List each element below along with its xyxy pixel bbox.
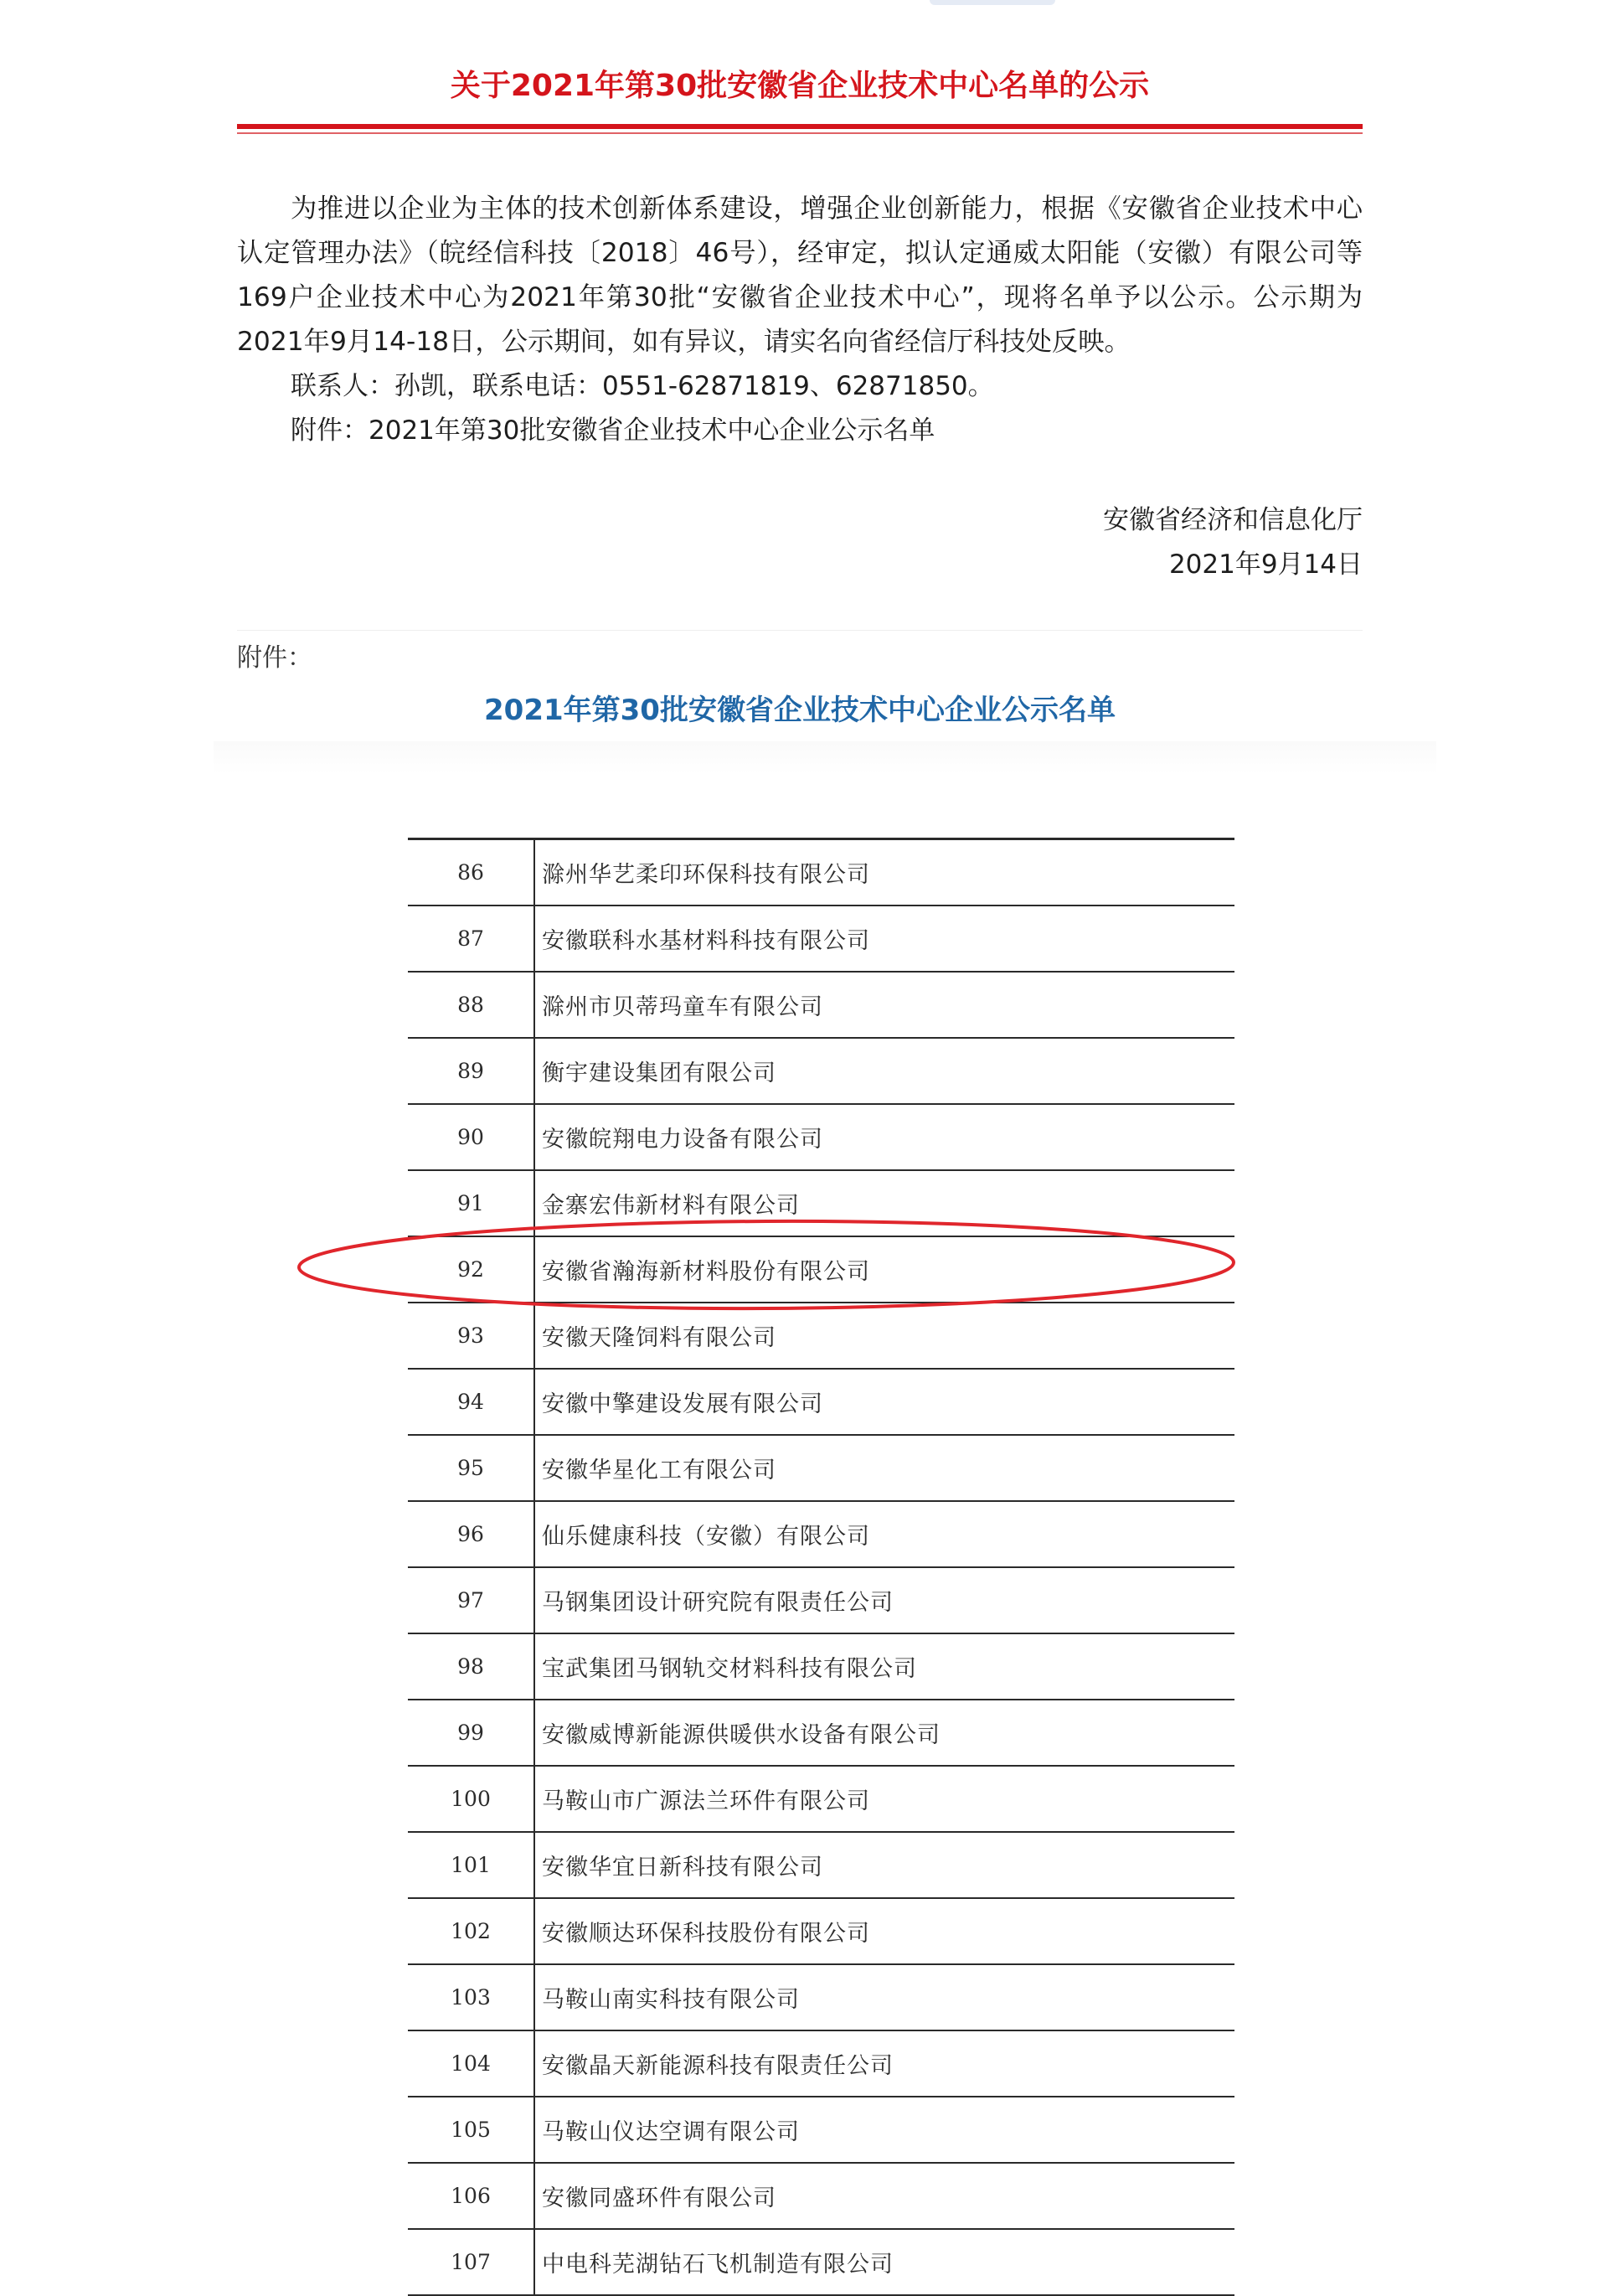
company-name: 安徽天隆饲料有限公司 [534, 1303, 1234, 1369]
issuer-name: 安徽省经济和信息化厅 [1103, 505, 1363, 535]
company-name: 安徽皖翔电力设备有限公司 [534, 1104, 1234, 1170]
issue-date: 2021年9月14日 [1168, 549, 1363, 580]
company-name: 金寨宏伟新材料有限公司 [534, 1170, 1234, 1236]
company-name: 安徽华宜日新科技有限公司 [534, 1832, 1234, 1898]
table-row [408, 1700, 1234, 1766]
row-number: 88 [408, 972, 534, 1038]
row-number: 96 [408, 1501, 534, 1567]
table-row [408, 1567, 1234, 1633]
title-rule [237, 124, 1363, 129]
table-row [408, 1766, 1234, 1832]
company-name: 衡宇建设集团有限公司 [534, 1038, 1234, 1104]
table-row [408, 2030, 1234, 2097]
company-name: 马鞍山南实科技有限公司 [534, 1964, 1234, 2030]
row-number: 100 [408, 1766, 534, 1832]
table-row [408, 1898, 1234, 1964]
row-number: 95 [408, 1435, 534, 1501]
section-divider [237, 630, 1363, 631]
company-name: 安徽联科水基材料科技有限公司 [534, 906, 1234, 972]
company-name: 安徽华星化工有限公司 [534, 1435, 1234, 1501]
table-row [408, 1104, 1234, 1170]
company-name: 安徽同盛环件有限公司 [534, 2163, 1234, 2229]
company-name: 滁州市贝蒂玛童车有限公司 [534, 972, 1234, 1038]
table-row [408, 906, 1234, 972]
company-list-table [408, 838, 1234, 2296]
company-name: 马鞍山仪达空调有限公司 [534, 2097, 1234, 2163]
table-row [408, 1964, 1234, 2030]
row-number: 89 [408, 1038, 534, 1104]
contact-info: 联系人：孙凯，联系电话：0551-62871819、62871850。 [291, 371, 994, 401]
table-row [408, 1369, 1234, 1435]
row-number: 107 [408, 2229, 534, 2295]
table-row [408, 1038, 1234, 1104]
title-rule-thin [237, 132, 1363, 134]
row-number: 99 [408, 1700, 534, 1766]
company-name: 宝武集团马钢轨交材料科技有限公司 [534, 1633, 1234, 1700]
row-number: 104 [408, 2030, 534, 2097]
row-number: 92 [408, 1236, 534, 1303]
row-number: 90 [408, 1104, 534, 1170]
top-decoration [930, 0, 1055, 5]
row-number: 94 [408, 1369, 534, 1435]
company-name: 安徽省瀚海新材料股份有限公司 [534, 1236, 1234, 1303]
company-name: 安徽顺达环保科技股份有限公司 [534, 1898, 1234, 1964]
company-name: 马鞍山市广源法兰环件有限公司 [534, 1766, 1234, 1832]
attachment-reference: 附件：2021年第30批安徽省企业技术中心企业公示名单 [291, 415, 935, 446]
row-number: 98 [408, 1633, 534, 1700]
table-row [408, 1633, 1234, 1700]
company-name: 仙乐健康科技（安徽）有限公司 [534, 1501, 1234, 1567]
table-row [408, 839, 1234, 906]
row-number: 102 [408, 1898, 534, 1964]
row-number: 101 [408, 1832, 534, 1898]
table-row [408, 1435, 1234, 1501]
attachment-label: 附件： [237, 643, 312, 673]
notice-body: 为推进以企业为主体的技术创新体系建设，增强企业创新能力，根据《安徽省企业技术中心认定管理办法》（皖经信科技〔2018〕46号），经审定，拟认定通威太阳能（安徽）有限公司等169户企业技术中心为2021年第30批“安徽省企业技术中心”，现将名单予以公示。公示期为2021年9月14-18日，公示期间，如有异议，请实名向省经信厅科技处反映。 [237, 193, 1363, 357]
company-name: 安徽威博新能源供暖供水设备有限公司 [534, 1700, 1234, 1766]
table-row [408, 2163, 1234, 2229]
company-name: 安徽晶天新能源科技有限责任公司 [534, 2030, 1234, 2097]
row-number: 106 [408, 2163, 534, 2229]
company-name: 滁州华艺柔印环保科技有限公司 [534, 839, 1234, 906]
row-number: 97 [408, 1567, 534, 1633]
highlight-ellipse [293, 1213, 1240, 1322]
list-title: 2021年第30批安徽省企业技术中心企业公示名单 [484, 694, 1116, 727]
table-row [408, 972, 1234, 1038]
row-number: 103 [408, 1964, 534, 2030]
notice-title: 关于2021年第30批安徽省企业技术中心名单的公示 [450, 69, 1150, 103]
row-number: 87 [408, 906, 534, 972]
table-row [408, 2229, 1234, 2295]
company-name: 安徽中擎建设发展有限公司 [534, 1369, 1234, 1435]
company-name: 中电科芜湖钻石飞机制造有限公司 [534, 2229, 1234, 2295]
table-row [408, 1832, 1234, 1898]
row-number: 91 [408, 1170, 534, 1236]
table-row [408, 1501, 1234, 1567]
company-name: 马钢集团设计研究院有限责任公司 [534, 1567, 1234, 1633]
table-row [408, 2097, 1234, 2163]
row-number: 86 [408, 839, 534, 906]
row-number: 93 [408, 1303, 534, 1369]
row-number: 105 [408, 2097, 534, 2163]
